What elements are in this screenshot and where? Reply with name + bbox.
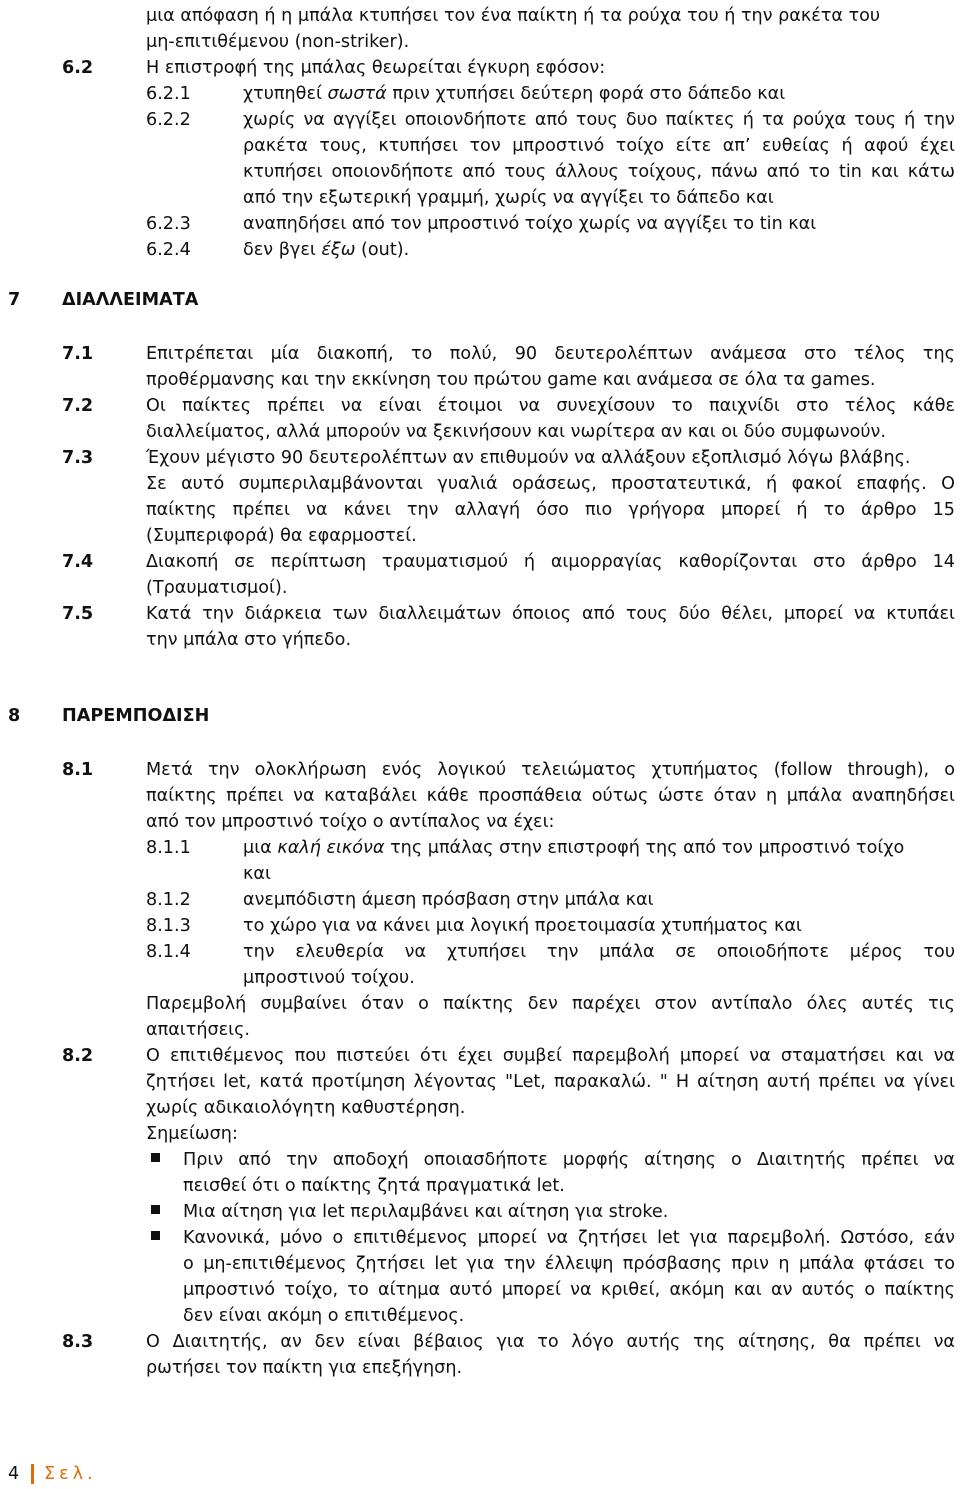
- paragraph-line: Επιτρέπεται μία διακοπή, το πολύ, 90 δευτερολέπτων ανάμεσα στο τέλος της: [146, 344, 955, 364]
- clause-number: 6.2: [62, 58, 94, 78]
- subclause-number: 8.1.2: [146, 890, 191, 910]
- paragraph-line: προθέρμανσης και την εκκίνηση του πρώτου game και ανάμεσα σε όλα τα games.: [146, 370, 876, 390]
- paragraph-line: απαιτήσεις.: [146, 1020, 251, 1040]
- subclause-text: χωρίς να αγγίξει οποιονδήποτε από τους δυο παίκτες ή τα ρούχα τους ή την: [243, 110, 955, 130]
- section-number: 8: [8, 706, 21, 726]
- paragraph-line: Κατά την διάρκεια των διαλλειμάτων όποιος από τους δύο θέλει, μπορεί να κτυπάει: [146, 604, 955, 624]
- subclause-text: το χώρο για να κάνει μια λογική προετοιμασία χτυπήματος και: [243, 916, 802, 936]
- bullet-text: πεισθεί ότι ο παίκτης ζητά πραγματικά let.: [183, 1176, 565, 1196]
- clause-number: 7.3: [62, 448, 94, 468]
- paragraph-line: παίκτης πρέπει να καταβάλει κάθε προσπάθεια ούτως ώστε όταν η μπάλα αναπηδήσει: [146, 786, 955, 806]
- subclause-text: από την εξωτερική γραμμή, χωρίς να αγγίξει το δάπεδο και: [243, 188, 774, 208]
- bullet-text: ο μη-επιτιθέμενος ζητήσει let για την έλλειψη πρόσβασης πριν η μπάλα φτάσει το: [183, 1254, 955, 1274]
- clause-number: 7.2: [62, 396, 94, 416]
- paragraph-line: ζητήσει let, κατά προτίμηση λέγοντας "Let, παρακαλώ. " Η αίτηση αυτή πρέπει να γίνει: [146, 1072, 955, 1092]
- subclause-text: ανεμπόδιστη άμεση πρόσβαση στην μπάλα και: [243, 890, 654, 910]
- subclause-number: 6.2.4: [146, 240, 191, 260]
- paragraph-line: Ο επιτιθέμενος που πιστεύει ότι έχει συμβεί παρεμβολή μπορεί να σταματήσει και να: [146, 1046, 955, 1066]
- bullet-icon: [151, 1153, 160, 1162]
- subclause-number: 6.2.1: [146, 84, 191, 104]
- paragraph-line: παίκτης πρέπει να κάνει την αλλαγή όσο πιο γρήγορα μπορεί ή το άρθρο 15: [146, 500, 955, 520]
- note-label: Σημείωση:: [146, 1124, 238, 1144]
- footer-separator: [31, 1464, 34, 1484]
- subclause-text: την ελευθερία να χτυπήσει την μπάλα σε οποιοδήποτε μέρος του: [243, 942, 955, 962]
- paragraph-line: χωρίς αδικαιολόγητη καθυστέρηση.: [146, 1098, 466, 1118]
- subclause-text: χτυπηθεί σωστά πριν χτυπήσει δεύτερη φορά στο δάπεδο και: [243, 84, 786, 104]
- paragraph-line: (Τραυματισμοί).: [146, 578, 288, 598]
- paragraph-line: Έχουν μέγιστο 90 δευτερολέπτων αν επιθυμούν να αλλάξουν εξοπλισμό λόγω βλάβης.: [146, 448, 911, 468]
- subclause-number: 8.1.1: [146, 838, 191, 858]
- subclause-text: αναπηδήσει από τον μπροστινό τοίχο χωρίς να αγγίξει το tin και: [243, 214, 817, 234]
- clause-number: 8.3: [62, 1332, 94, 1352]
- subclause-text: μπροστινού τοίχου.: [243, 968, 415, 988]
- text-line: μια απόφαση ή η μπάλα κτυπήσει τον ένα παίκτη ή τα ρούχα του ή την ρακέτα του: [146, 6, 881, 26]
- bullet-text: Κανονικά, μόνο ο επιτιθέμενος μπορεί να ζητήσει let για παρεμβολή. Ωστόσο, εάν: [183, 1228, 955, 1248]
- bullet-icon: [151, 1205, 160, 1214]
- clause-number: 8.1: [62, 760, 94, 780]
- bullet-icon: [151, 1231, 160, 1240]
- paragraph-line: την μπάλα στο γήπεδο.: [146, 630, 352, 650]
- paragraph-line: Μετά την ολοκλήρωση ενός λογικού τελειώματος χτυπήματος (follow through), ο: [146, 760, 955, 780]
- text-line: μη-επιτιθέμενου (non-striker).: [146, 32, 410, 52]
- section-heading: ΔΙΑΛΛΕΙΜΑΤΑ: [62, 290, 199, 310]
- subclause-number: 6.2.3: [146, 214, 191, 234]
- bullet-text: Μια αίτηση για let περιλαμβάνει και αίτηση για stroke.: [183, 1202, 669, 1222]
- subclause-number: 8.1.3: [146, 916, 191, 936]
- emphasis: καλή εικόνα: [277, 838, 385, 858]
- emphasis: σωστά: [327, 84, 387, 104]
- clause-number: 8.2: [62, 1046, 94, 1066]
- clause-number: 7.1: [62, 344, 94, 364]
- subclause-text: κτυπήσει οποιονδήποτε από τους άλλους τοίχους, πάνω από το tin και κάτω: [243, 162, 955, 182]
- clause-text: Η επιστροφή της μπάλας θεωρείται έγκυρη εφόσον:: [146, 58, 606, 78]
- paragraph-line: Ο Διαιτητής, αν δεν είναι βέβαιος για το λόγο αυτής της αίτησης, θα πρέπει να: [146, 1332, 955, 1352]
- bullet-text: μπροστινό τοίχο, το αίτημα αυτό μπορεί να κριθεί, ακόμη και αν αυτός ο παίκτης: [183, 1280, 955, 1300]
- section-number: 7: [8, 290, 21, 310]
- paragraph-line: Παρεμβολή συμβαίνει όταν ο παίκτης δεν παρέχει στον αντίπαλο όλες αυτές τις: [146, 994, 955, 1014]
- clause-number: 7.4: [62, 552, 94, 572]
- paragraph-line: Σε αυτό συμπεριλαμβάνονται γυαλιά οράσεως, προστατευτικά, ή φακοί επαφής. Ο: [146, 474, 955, 494]
- paragraph-line: Οι παίκτες πρέπει να είναι έτοιμοι να συνεχίσουν το παιχνίδι στο τέλος κάθε: [146, 396, 955, 416]
- subclause-text: μια καλή εικόνα της μπάλας στην επιστροφή της από τον μπροστινό τοίχο: [243, 838, 905, 858]
- subclause-number: 6.2.2: [146, 110, 191, 130]
- paragraph-line: από τον μπροστινό τοίχο ο αντίπαλος να έχει:: [146, 812, 555, 832]
- paragraph-line: διαλλείματος, αλλά μπορούν να ξεκινήσουν και νωρίτερα αν και οι δύο συμφωνούν.: [146, 422, 886, 442]
- subclause-number: 8.1.4: [146, 942, 191, 962]
- subclause-text: ρακέτα τους, κτυπήσει τον μπροστινό τοίχο είτε απ’ ευθείας ή αφού έχει: [243, 136, 955, 156]
- paragraph-line: Διακοπή σε περίπτωση τραυματισμού ή αιμορραγίας καθορίζονται στο άρθρο 14: [146, 552, 955, 572]
- subclause-text: δεν βγει έξω (out).: [243, 240, 410, 260]
- paragraph-line: (Συμπεριφορά) θα εφαρμοστεί.: [146, 526, 417, 546]
- paragraph-line: ρωτήσει τον παίκτη για επεξήγηση.: [146, 1358, 463, 1378]
- page-number: 4: [8, 1464, 20, 1484]
- subclause-text: και: [243, 864, 271, 884]
- footer-label: Σελ.: [44, 1464, 97, 1484]
- bullet-text: δεν είναι ακόμη ο επιτιθέμενος.: [183, 1306, 465, 1326]
- section-heading: ΠΑΡΕΜΠΟΔΙΣΗ: [62, 706, 210, 726]
- emphasis: έξω: [321, 240, 356, 260]
- bullet-text: Πριν από την αποδοχή οποιασδήποτε μορφής αίτησης ο Διαιτητής πρέπει να: [183, 1150, 955, 1170]
- clause-number: 7.5: [62, 604, 94, 624]
